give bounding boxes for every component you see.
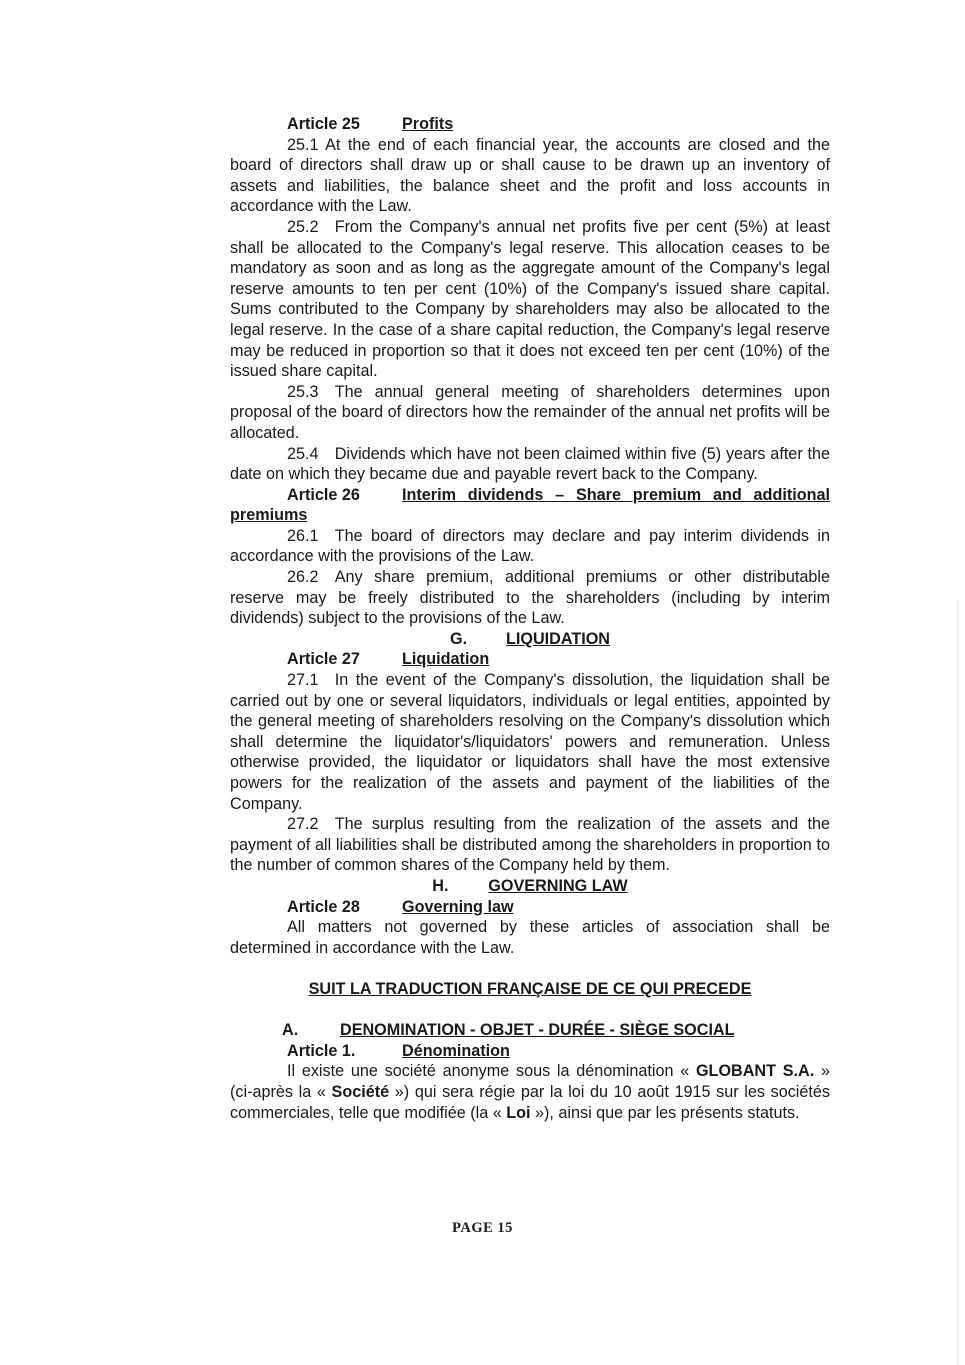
paragraph-26-2: 26.2 Any share premium, additional premiums or other distributable reserve may be freely distributed to the shareholders (including by interim dividends) subject to the provisions of the Law. — [230, 568, 830, 628]
paragraph-1-french — [230, 1061, 830, 1123]
text-run: »), ainsi que par les présents statuts. — [530, 1103, 800, 1122]
article-25-heading — [230, 114, 830, 135]
paragraph-28-1: All matters not governed by these articles of association shall be determined in accordance with the Law. — [230, 918, 830, 957]
page-number: PAGE 15 — [452, 1220, 513, 1236]
article-number: Article 26 — [287, 485, 360, 504]
paragraph-25-3: 25.3 The annual general meeting of shareholders determines upon proposal of the board of directors how the remainder of the annual net profits will be allocated. — [230, 382, 830, 442]
section-title: LIQUIDATION — [505, 629, 610, 648]
text-run: Il existe une société anonyme sous la dénomination « — [287, 1062, 696, 1081]
spacer — [230, 958, 830, 979]
defined-term-loi: Loi — [506, 1103, 531, 1122]
article-27-heading — [230, 649, 830, 670]
text-run: ») qui sera régie par la loi du 10 août 1915 sur les sociétés commerciales, telle que modifiée (la « — [230, 1082, 830, 1122]
section-h-heading — [230, 876, 830, 897]
scan-edge-shadow — [957, 600, 959, 1365]
article-1-heading — [230, 1041, 830, 1062]
article-number: Article 25 — [287, 115, 360, 133]
article-title: Dénomination — [402, 1041, 510, 1060]
paragraph-27-1: 27.1 In the event of the Company's dissolution, the liquidation shall be carried out by one or several liquidators, individuals or legal entities, appointed by the general meeting of shareholders resolving on the Company's dissolution which shall determine the liquidator's/liquidators' powers and remuneration. Unless otherwise provided, the liquidator or liquidators shall have the most extensive powers for the realization of the assets and payment of the liabilities of the Company. — [230, 671, 830, 813]
document-body — [230, 114, 830, 1123]
article-title: Governing law — [402, 897, 514, 916]
text-run: » (ci-après la « — [230, 1062, 830, 1101]
section-letter: A. — [282, 1021, 299, 1040]
article-title: Interim dividends – Share premium and additional premiums — [230, 485, 830, 525]
section-letter: H. — [432, 876, 449, 895]
article-title: Liquidation — [402, 650, 490, 669]
article-number: Article 27 — [287, 650, 360, 669]
section-letter: G. — [449, 629, 468, 648]
article-title: Profits — [402, 115, 454, 133]
spacer — [230, 1000, 830, 1021]
paragraph-27-2: 27.2 The surplus resulting from the realization of the assets and the payment of all liabilities shall be distributed among the shareholders in proportion to the number of common shares of the Company held by them. — [230, 815, 830, 875]
paragraph-25-4: 25.4 Dividends which have not been claimed within five (5) years after the date on which they became due and payable revert back to the Company. — [230, 444, 830, 484]
article-number: Article 1. — [287, 1041, 356, 1060]
paragraph-25-1: 25.1 At the end of each financial year, the accounts are closed and the board of directors shall draw up or shall cause to be drawn up an inventory of assets and liabilities, the balance sheet and the profit and loss accounts in accordance with the Law. — [230, 135, 830, 216]
section-g-heading — [230, 629, 830, 650]
article-28-heading — [230, 897, 830, 918]
paragraph-26-1: 26.1 The board of directors may declare and pay interim dividends in accordance with the provisions of the Law. — [230, 526, 830, 566]
company-name: GLOBANT S.A. — [695, 1062, 815, 1081]
section-a-heading — [230, 1020, 830, 1041]
article-number: Article 28 — [287, 897, 360, 916]
french-translation-heading: SUIT LA TRADUCTION FRANÇAISE DE CE QUI PRECEDE — [308, 979, 752, 998]
article-26-heading — [230, 485, 830, 526]
section-title: DENOMINATION - OBJET - DURÉE - SIÈGE SOCIAL — [340, 1021, 735, 1040]
defined-term-societe: Société — [331, 1082, 390, 1101]
section-title: GOVERNING LAW — [488, 876, 628, 895]
paragraph-25-2: 25.2 From the Company's annual net profits five per cent (5%) at least shall be allocated to the Company's legal reserve. This allocation ceases to be mandatory as soon and as long as the aggregate amount of the Company's legal reserve amounts to ten per cent (10%) of the Company's issued share capital. Sums contributed to the Company by shareholders may also be allocated to the legal reserve. In the case of a share capital reduction, the Company's legal reserve may be reduced in proportion so that it does not exceed ten per cent (10%) of the issued share capital. — [230, 217, 830, 381]
